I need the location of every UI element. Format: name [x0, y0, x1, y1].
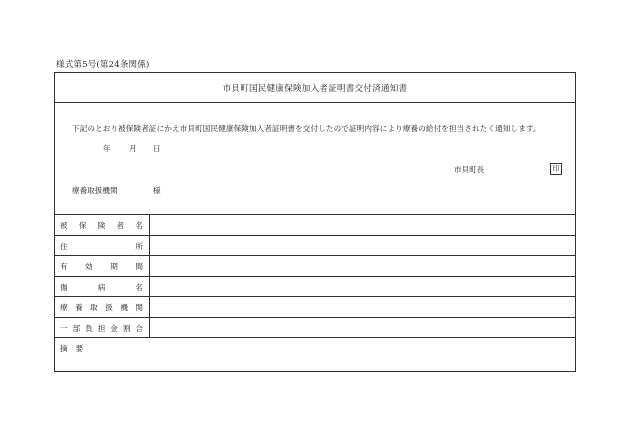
label-char: 養 [75, 302, 83, 312]
insured-name-field[interactable] [150, 215, 576, 235]
institution-field[interactable] [150, 297, 576, 317]
honorific-label: 様 [153, 186, 161, 195]
institution-label: 療養取扱機関 [72, 186, 118, 195]
label-char: 担 [97, 323, 106, 333]
label-char: 取 [90, 302, 98, 312]
label-char: 関 [135, 302, 143, 312]
form-title: 市貝町国民健康保険加入者証明書交付済通知書 [55, 73, 575, 103]
label-char: 割 [122, 323, 131, 333]
label-char: 所 [135, 241, 143, 251]
label-char: 保 [78, 220, 87, 230]
row-label [54, 215, 150, 235]
row-label [54, 297, 150, 317]
row-insured-name [54, 214, 576, 235]
label-char: 住 [60, 241, 68, 251]
row-address [54, 235, 576, 256]
remarks-label: 摘要 [60, 344, 92, 353]
notice-body-text: 下記のとおり被保険者証にかえ市貝町国民健康保険加入者証明書を交付したので証明内容により療養の給付を担当されたく通知します。 [72, 124, 541, 133]
date-month-label: 月 [129, 144, 137, 153]
remarks-section[interactable] [54, 337, 576, 372]
form-number: 様式第5号(第24条関係) [56, 60, 150, 70]
label-char: 扱 [105, 302, 113, 312]
label-char: 一 [60, 323, 68, 333]
row-label [54, 256, 150, 276]
row-label [54, 236, 150, 256]
seal-mark: 印 [550, 163, 562, 175]
address-field[interactable] [150, 236, 576, 256]
row-label [54, 318, 150, 338]
disease-name-field[interactable] [150, 277, 576, 297]
label-char: 傷 [60, 282, 68, 292]
label-char: 効 [85, 261, 93, 271]
row-label [54, 277, 150, 297]
date-day-label: 日 [153, 144, 161, 153]
label-char: 被 [60, 220, 68, 230]
label-char: 合 [135, 323, 143, 333]
row-institution [54, 296, 576, 317]
label-char: 期 [110, 261, 118, 271]
validity-period-field[interactable] [150, 256, 576, 276]
label-char: 金 [110, 323, 118, 333]
label-char: 名 [135, 282, 143, 292]
label-char: 名 [135, 220, 143, 230]
copay-ratio-field[interactable] [150, 318, 576, 338]
row-validity-period [54, 255, 576, 276]
label-char: 有 [60, 261, 68, 271]
label-char: 険 [97, 220, 106, 230]
row-disease-name [54, 276, 576, 297]
label-char: 者 [116, 220, 125, 230]
label-char: 間 [135, 261, 143, 271]
label-char: 病 [97, 282, 106, 292]
label-char: 機 [120, 302, 128, 312]
label-char: 負 [85, 323, 93, 333]
mayor-title: 市貝町長 [454, 165, 485, 174]
row-copay-ratio [54, 317, 576, 338]
label-char: 療 [60, 302, 68, 312]
label-char: 部 [72, 323, 81, 333]
date-year-label: 年 [103, 144, 111, 153]
